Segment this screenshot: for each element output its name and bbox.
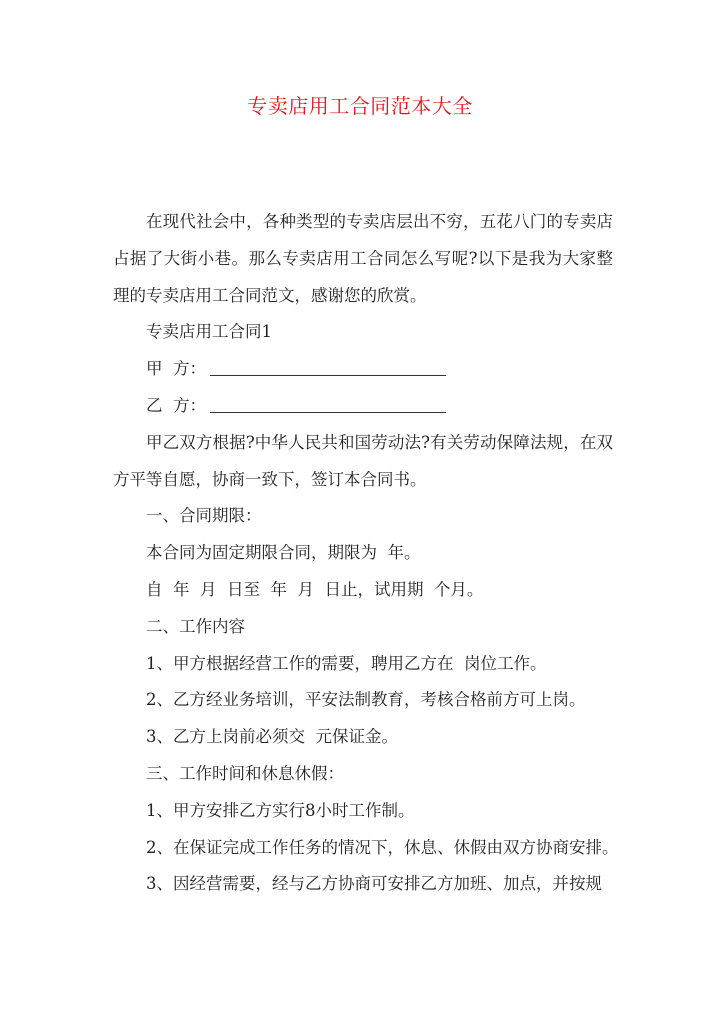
party-b-blank (210, 392, 446, 413)
party-a-blank (210, 355, 446, 376)
section3-item3: 3、因经营需要，经与乙方协商可安排乙方加班、加点，并按规 (146, 874, 602, 894)
section1-line2: 自 年 月 日至 年 月 日止，试用期 个月。 (146, 579, 484, 599)
section3-heading: 三、工作时间和休息休假： (146, 763, 344, 783)
contract-title: 专卖店用工合同1 (146, 322, 272, 342)
document-body (113, 204, 619, 903)
section3-item1: 1、甲方安排乙方实行8小时工作制。 (146, 800, 415, 820)
section2-item1: 1、甲方根据经营工作的需要，聘用乙方在 岗位工作。 (146, 653, 547, 673)
section2-item3: 3、乙方上岗前必须交 元保证金。 (146, 727, 398, 747)
section2-heading: 二、工作内容 (146, 616, 245, 636)
intro-paragraph: 在现代社会中，各种类型的专卖店层出不穷，五花八门的专卖店占据了大街小巷。那么专卖店用工合同怎么写呢?以下是我为大家整理的专卖店用工合同范文，感谢您的欣赏。 (113, 212, 613, 305)
party-a-label: 甲 方： (146, 359, 206, 379)
section2-item2: 2、乙方经业务培训，平安法制教育，考核合格前方可上岗。 (146, 690, 586, 710)
party-b-label: 乙 方： (146, 395, 206, 415)
preamble-paragraph: 甲乙双方根据?中华人民共和国劳动法?有关劳动保障法规，在双方平等自愿，协商一致下，签订本合同书。 (113, 432, 613, 489)
party-b-line (113, 388, 613, 425)
section3-item2: 2、在保证完成工作任务的情况下，休息、休假由双方协商安排。 (146, 837, 619, 857)
party-a-line (113, 351, 613, 388)
document-title: 专卖店用工合同范本大全 (247, 94, 473, 118)
section1-line1: 本合同为固定期限合同，期限为 年。 (146, 543, 421, 563)
section1-heading: 一、合同期限： (146, 506, 262, 526)
